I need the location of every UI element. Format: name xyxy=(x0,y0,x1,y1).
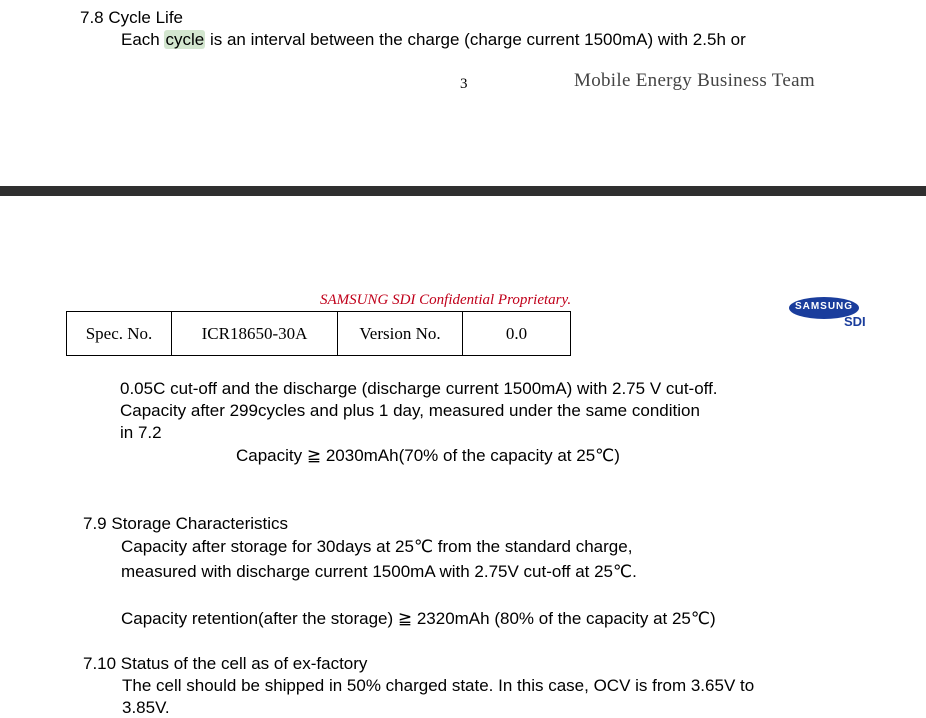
spec-no-value: ICR18650-30A xyxy=(172,312,338,356)
cycle-life-text-post: is an interval between the charge (charge current 1500mA) with 2.5h or xyxy=(205,30,746,49)
page-divider xyxy=(0,186,926,196)
section-heading-storage: 7.9 Storage Characteristics xyxy=(83,514,289,533)
cycle-life-line4: in 7.2 xyxy=(120,423,162,442)
search-highlight: cycle xyxy=(165,30,205,49)
cycle-life-text-pre: Each xyxy=(121,30,165,49)
logo-wordmark: SAMSUNG xyxy=(794,301,854,312)
cycle-life-paragraph-line1 xyxy=(121,30,746,50)
page-number: 3 xyxy=(460,76,468,92)
status-line2: 3.85V. xyxy=(122,698,170,717)
version-label: Version No. xyxy=(338,312,463,356)
cycle-capacity-requirement: Capacity ≧ 2030mAh(70% of the capacity at 25℃) xyxy=(236,446,620,465)
version-value: 0.0 xyxy=(463,312,571,356)
section-heading-status: 7.10 Status of the cell as of ex-factory xyxy=(83,654,368,673)
section-heading-cycle-life: 7.8 Cycle Life xyxy=(80,8,183,27)
cycle-life-line2: 0.05C cut-off and the discharge (discharge current 1500mA) with 2.75 V cut-off. xyxy=(120,379,718,398)
status-line1: The cell should be shipped in 50% charged state. In this case, OCV is from 3.65V to xyxy=(122,676,755,695)
spec-no-label: Spec. No. xyxy=(67,312,172,356)
cycle-life-line3: Capacity after 299cycles and plus 1 day, measured under the same condition xyxy=(120,401,700,420)
storage-retention: Capacity retention(after the storage) ≧ 2320mAh (80% of the capacity at 25℃) xyxy=(121,609,716,628)
spec-header-table xyxy=(66,311,571,356)
footer-team-name: Mobile Energy Business Team xyxy=(574,70,815,91)
storage-line1: Capacity after storage for 30days at 25℃ from the standard charge, xyxy=(121,537,633,556)
storage-line2: measured with discharge current 1500mA with 2.75V cut-off at 25℃. xyxy=(121,562,637,581)
samsung-sdi-logo xyxy=(787,293,867,333)
confidential-notice: SAMSUNG SDI Confidential Proprietary. xyxy=(320,292,572,308)
logo-sdi: SDI xyxy=(844,314,866,329)
